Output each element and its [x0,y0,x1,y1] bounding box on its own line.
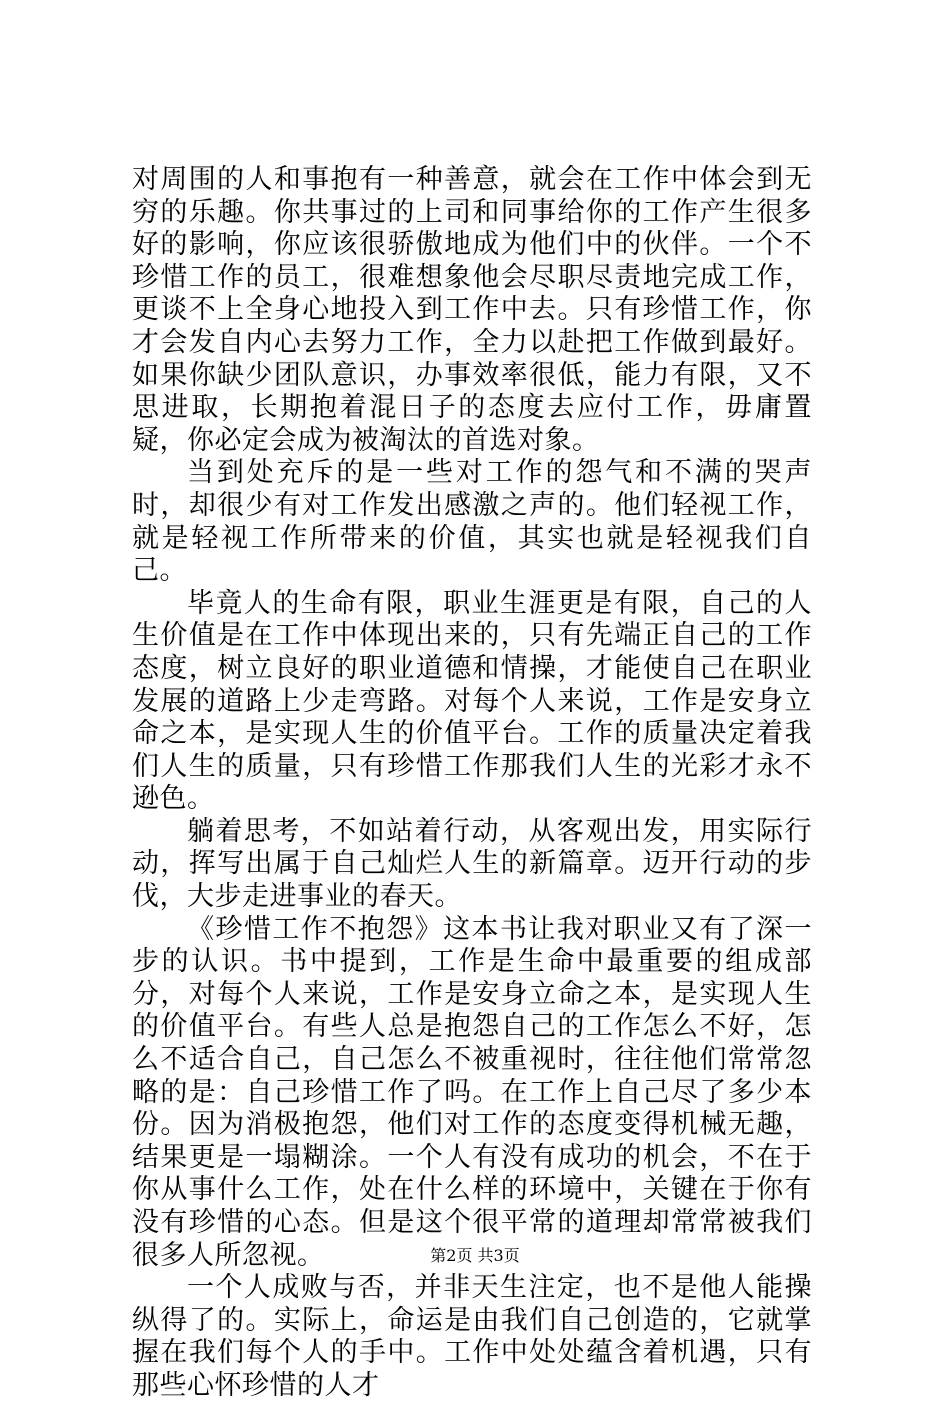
paragraph-6: 一个人成败与否，并非天生注定，也不是他人能操纵得了的。实际上，命运是由我们自己创造的，它就掌握在我们每个人的手中。工作中处处蕴含着机遇，只有那些心怀珍惜的人才 [132,1272,812,1401]
document-body [132,164,812,1403]
paragraph-5: 《珍惜工作不抱怨》这本书让我对职业又有了深一步的认识。书中提到，工作是生命中最重要的组成部分，对每个人来说，工作是安身立命之本，是实现人生的价值平台。有些人总是抱怨自己的工作怎么不好，怎么不适合自己，自己怎么不被重视时，往往他们常常忽略的是：自己珍惜工作了吗。在工作上自己尽了多少本份。因为消极抱怨，他们对工作的态度变得机械无趣，结果更是一塌糊涂。一个人有没有成功的机会，不在于你从事什么工作，处在什么样的环境中，关键在于你有没有珍惜的心态。但是这个很平常的道理却常常被我们很多人所忽视。 [132,913,812,1271]
paragraph-4: 躺着思考，不如站着行动，从客观出发，用实际行动，挥写出属于自己灿烂人生的新篇章。迈开行动的步伐，大步走进事业的春天。 [132,815,812,913]
paragraph-2: 当到处充斥的是一些对工作的怨气和不满的哭声时，却很少有对工作发出感激之声的。他们轻视工作，就是轻视工作所带来的价值，其实也就是轻视我们自己。 [132,457,812,587]
page-number: 第2页 共3页 [430,1246,520,1265]
page-footer [0,1246,950,1266]
paragraph-1: 对周围的人和事抱有一种善意，就会在工作中体会到无穷的乐趣。你共事过的上司和同事给你的工作产生很多好的影响，你应该很骄傲地成为他们中的伙伴。一个不珍惜工作的员工，很难想象他会尽职尽责地完成工作，更谈不上全身心地投入到工作中去。只有珍惜工作，你才会发自内心去努力工作，全力以赴把工作做到最好。如果你缺少团队意识，办事效率很低，能力有限，又不思进取，长期抱着混日子的态度去应付工作，毋庸置疑，你必定会成为被淘汰的首选对象。 [132,164,812,456]
paragraph-3: 毕竟人的生命有限，职业生涯更是有限，自己的人生价值是在工作中体现出来的，只有先端正自己的工作态度，树立良好的职业道德和情操，才能使自己在职业发展的道路上少走弯路。对每个人来说，工作是安身立命之本，是实现人生的价值平台。工作的质量决定着我们人生的质量，只有珍惜工作那我们人生的光彩才永不逊色。 [132,587,812,815]
